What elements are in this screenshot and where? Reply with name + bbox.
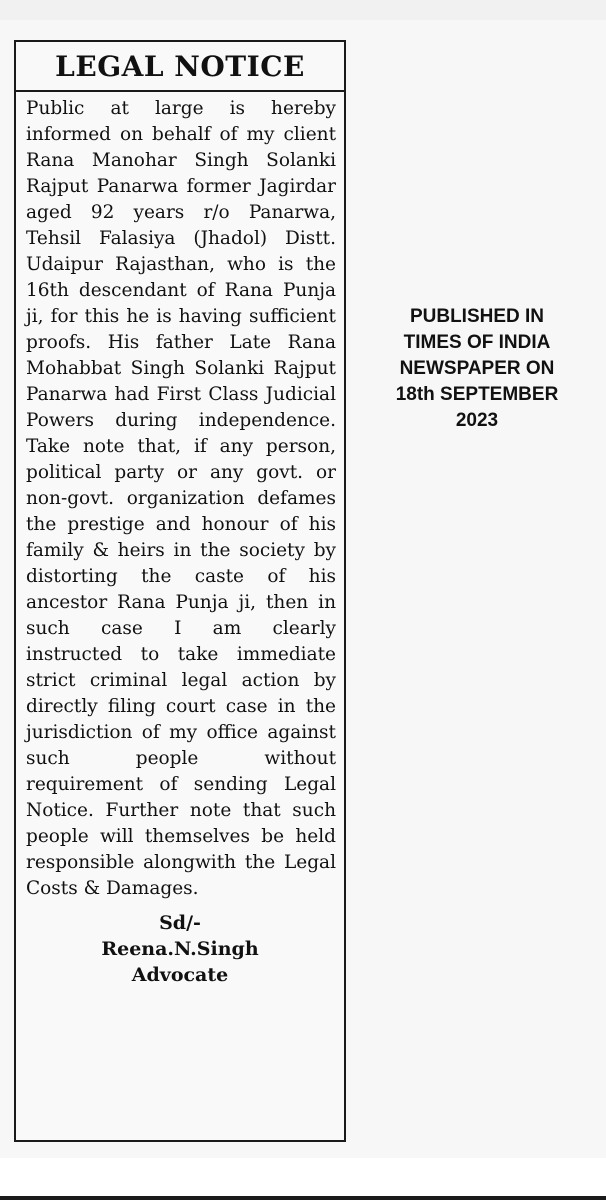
publication-line-3: NEWSPAPER ON xyxy=(399,358,555,379)
publication-line-5: 2023 xyxy=(455,410,499,431)
advocate-designation: Advocate xyxy=(131,964,229,986)
notice-body-text: Public at large is hereby informed on behalf of my client Rana Manohar Singh Solanki Rajput Panarwa former Jagirdar aged 92 years r/o Panarwa, Tehsil Falasiya (Jhadol) Distt. Udaipur Rajasthan, who is the 16th descendant of Rana Punja ji, for this he is having sufficient proofs. His father Late Rana Mohabbat Singh Solanki Rajput Panarwa had First Class Judicial Powers during independence. Take note that, if any person, political party or any govt. or non-govt. organization defames the prestige and honour of his family & heirs in the society by distorting the caste of his ancestor Rana Punja ji, then in such case I am clearly instructed to take immediate strict criminal legal action by directly filing court case in the jurisdiction of my office against such people without requirement of sending Legal Notice. Further note that such people will themselves be held responsible alongwith the Legal Costs & Damages. xyxy=(26,98,336,899)
legal-notice-box xyxy=(14,40,346,1142)
publication-line-4: 18th SEPTEMBER xyxy=(395,384,559,405)
publication-info xyxy=(362,304,592,434)
publication-line-1: PUBLISHED IN xyxy=(409,306,545,327)
publication-line-2: TIMES OF INDIA xyxy=(403,332,551,353)
signature-sd: Sd/- xyxy=(159,912,201,934)
bottom-gap xyxy=(0,1158,606,1196)
bottom-rule xyxy=(0,1196,606,1200)
signature-block xyxy=(16,910,344,988)
advocate-name: Reena.N.Singh xyxy=(101,938,259,960)
notice-title: LEGAL NOTICE xyxy=(16,42,344,92)
top-strip xyxy=(0,0,606,20)
